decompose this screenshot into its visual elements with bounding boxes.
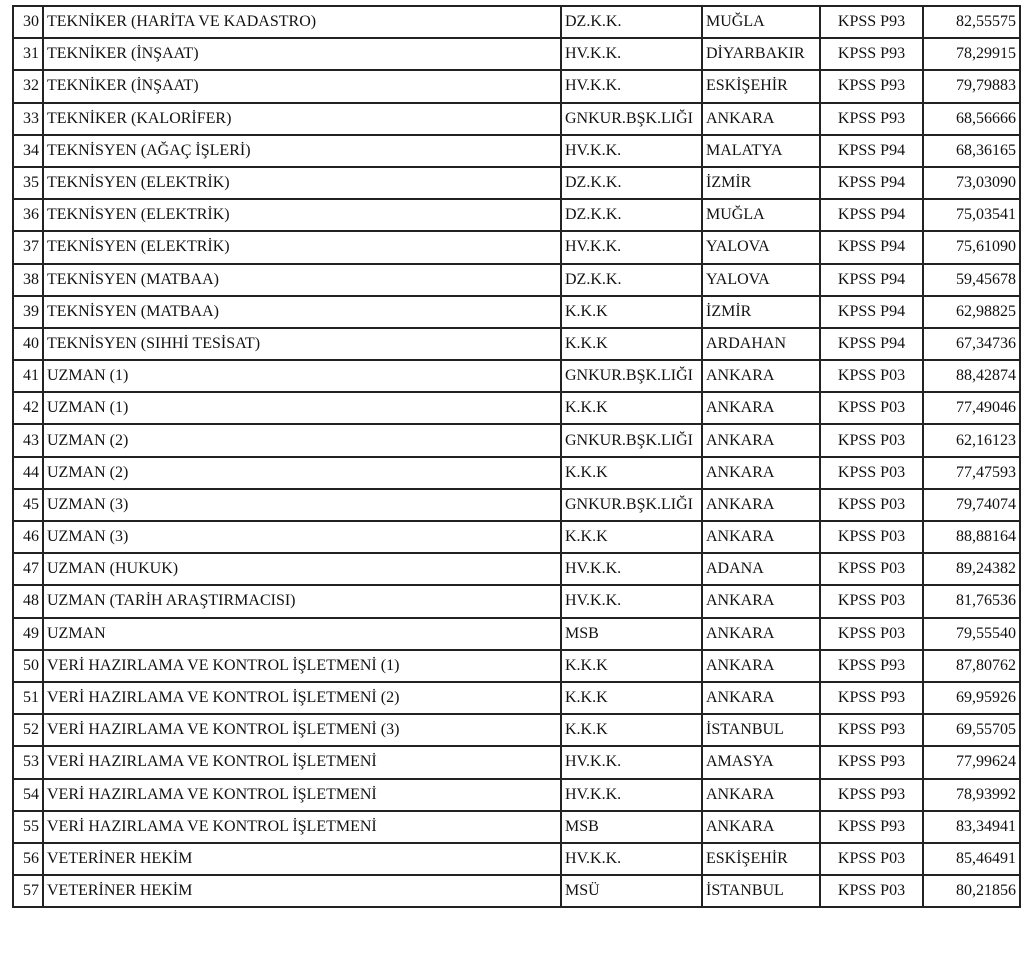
city: İZMİR	[702, 167, 820, 199]
institution: HV.K.K.	[561, 779, 702, 811]
table-row	[13, 199, 1020, 231]
city: İSTANBUL	[702, 714, 820, 746]
table-row	[13, 682, 1020, 714]
row-number: 51	[13, 682, 43, 714]
score: 81,76536	[923, 585, 1020, 617]
institution: DZ.K.K.	[561, 6, 702, 38]
row-number: 34	[13, 135, 43, 167]
kpss-type: KPSS P93	[820, 650, 923, 682]
row-number: 38	[13, 264, 43, 296]
row-number: 50	[13, 650, 43, 682]
kpss-type: KPSS P94	[820, 167, 923, 199]
city: ANKARA	[702, 103, 820, 135]
table-row	[13, 103, 1020, 135]
position-title: UZMAN (HUKUK)	[43, 553, 561, 585]
position-title: TEKNİKER (HARİTA VE KADASTRO)	[43, 6, 561, 38]
table-row	[13, 392, 1020, 424]
row-number: 41	[13, 360, 43, 392]
score: 88,88164	[923, 521, 1020, 553]
kpss-type: KPSS P03	[820, 585, 923, 617]
score: 80,21856	[923, 875, 1020, 907]
institution: HV.K.K.	[561, 843, 702, 875]
table-row	[13, 811, 1020, 843]
table-row	[13, 618, 1020, 650]
city: ESKİŞEHİR	[702, 843, 820, 875]
table-row	[13, 521, 1020, 553]
table-row	[13, 585, 1020, 617]
score: 69,55705	[923, 714, 1020, 746]
position-title: UZMAN (2)	[43, 457, 561, 489]
kpss-type: KPSS P94	[820, 231, 923, 263]
row-number: 31	[13, 38, 43, 70]
institution: MSB	[561, 811, 702, 843]
row-number: 54	[13, 779, 43, 811]
kpss-type: KPSS P03	[820, 843, 923, 875]
kpss-type: KPSS P03	[820, 489, 923, 521]
institution: K.K.K	[561, 296, 702, 328]
score: 62,16123	[923, 424, 1020, 456]
table-row	[13, 296, 1020, 328]
kpss-type: KPSS P93	[820, 38, 923, 70]
kpss-type: KPSS P93	[820, 811, 923, 843]
institution: GNKUR.BŞK.LIĞI	[561, 360, 702, 392]
table-row	[13, 714, 1020, 746]
row-number: 32	[13, 70, 43, 102]
position-title: TEKNİSYEN (AĞAÇ İŞLERİ)	[43, 135, 561, 167]
score: 68,56666	[923, 103, 1020, 135]
position-title: VETERİNER HEKİM	[43, 875, 561, 907]
row-number: 48	[13, 585, 43, 617]
kpss-type: KPSS P93	[820, 70, 923, 102]
position-title: TEKNİSYEN (ELEKTRİK)	[43, 167, 561, 199]
row-number: 56	[13, 843, 43, 875]
score: 78,93992	[923, 779, 1020, 811]
city: İZMİR	[702, 296, 820, 328]
position-title: UZMAN (1)	[43, 392, 561, 424]
position-title: VERİ HAZIRLAMA VE KONTROL İŞLETMENİ	[43, 746, 561, 778]
institution: GNKUR.BŞK.LIĞI	[561, 489, 702, 521]
row-number: 37	[13, 231, 43, 263]
institution: HV.K.K.	[561, 70, 702, 102]
institution: HV.K.K.	[561, 231, 702, 263]
position-title: VERİ HAZIRLAMA VE KONTROL İŞLETMENİ (3)	[43, 714, 561, 746]
kpss-type: KPSS P94	[820, 296, 923, 328]
table-row	[13, 328, 1020, 360]
row-number: 46	[13, 521, 43, 553]
position-title: VERİ HAZIRLAMA VE KONTROL İŞLETMENİ	[43, 779, 561, 811]
position-title: TEKNİKER (KALORİFER)	[43, 103, 561, 135]
score: 69,95926	[923, 682, 1020, 714]
city: MUĞLA	[702, 6, 820, 38]
institution: K.K.K	[561, 328, 702, 360]
institution: DZ.K.K.	[561, 264, 702, 296]
row-number: 33	[13, 103, 43, 135]
position-title: TEKNİSYEN (SIHHİ TESİSAT)	[43, 328, 561, 360]
row-number: 57	[13, 875, 43, 907]
position-title: TEKNİKER (İNŞAAT)	[43, 38, 561, 70]
table-row	[13, 843, 1020, 875]
table-body	[13, 6, 1020, 907]
kpss-type: KPSS P94	[820, 264, 923, 296]
kpss-type: KPSS P93	[820, 6, 923, 38]
city: ANKARA	[702, 521, 820, 553]
row-number: 43	[13, 424, 43, 456]
institution: HV.K.K.	[561, 135, 702, 167]
position-title: TEKNİKER (İNŞAAT)	[43, 70, 561, 102]
position-title: VERİ HAZIRLAMA VE KONTROL İŞLETMENİ (2)	[43, 682, 561, 714]
institution: DZ.K.K.	[561, 167, 702, 199]
city: İSTANBUL	[702, 875, 820, 907]
position-title: VETERİNER HEKİM	[43, 843, 561, 875]
kpss-type: KPSS P94	[820, 199, 923, 231]
city: AMASYA	[702, 746, 820, 778]
score: 79,55540	[923, 618, 1020, 650]
city: ANKARA	[702, 779, 820, 811]
institution: K.K.K	[561, 392, 702, 424]
table-row	[13, 70, 1020, 102]
score: 77,99624	[923, 746, 1020, 778]
score: 89,24382	[923, 553, 1020, 585]
city: ANKARA	[702, 585, 820, 617]
kpss-type: KPSS P93	[820, 103, 923, 135]
table-row	[13, 489, 1020, 521]
kpss-type: KPSS P03	[820, 360, 923, 392]
position-title: TEKNİSYEN (MATBAA)	[43, 296, 561, 328]
table-row	[13, 457, 1020, 489]
kpss-type: KPSS P03	[820, 553, 923, 585]
kpss-type: KPSS P94	[820, 135, 923, 167]
table-row	[13, 167, 1020, 199]
city: ANKARA	[702, 682, 820, 714]
kpss-type: KPSS P03	[820, 424, 923, 456]
institution: K.K.K	[561, 714, 702, 746]
city: ANKARA	[702, 811, 820, 843]
kpss-type: KPSS P94	[820, 328, 923, 360]
city: ANKARA	[702, 489, 820, 521]
score: 77,49046	[923, 392, 1020, 424]
table-row	[13, 424, 1020, 456]
row-number: 42	[13, 392, 43, 424]
row-number: 40	[13, 328, 43, 360]
row-number: 52	[13, 714, 43, 746]
score: 85,46491	[923, 843, 1020, 875]
city: ANKARA	[702, 650, 820, 682]
city: ANKARA	[702, 618, 820, 650]
row-number: 47	[13, 553, 43, 585]
score: 78,29915	[923, 38, 1020, 70]
row-number: 39	[13, 296, 43, 328]
kpss-type: KPSS P03	[820, 875, 923, 907]
table-row	[13, 264, 1020, 296]
institution: HV.K.K.	[561, 553, 702, 585]
score: 75,03541	[923, 199, 1020, 231]
table-row	[13, 875, 1020, 907]
city: YALOVA	[702, 231, 820, 263]
kpss-type: KPSS P93	[820, 779, 923, 811]
table-row	[13, 650, 1020, 682]
kpss-type: KPSS P93	[820, 714, 923, 746]
position-title: UZMAN (3)	[43, 521, 561, 553]
position-title: TEKNİSYEN (MATBAA)	[43, 264, 561, 296]
row-number: 30	[13, 6, 43, 38]
table-row	[13, 231, 1020, 263]
row-number: 53	[13, 746, 43, 778]
score: 83,34941	[923, 811, 1020, 843]
kpss-type: KPSS P03	[820, 392, 923, 424]
table-row	[13, 360, 1020, 392]
city: ANKARA	[702, 424, 820, 456]
score: 73,03090	[923, 167, 1020, 199]
score: 79,79883	[923, 70, 1020, 102]
score: 62,98825	[923, 296, 1020, 328]
position-title: TEKNİSYEN (ELEKTRİK)	[43, 199, 561, 231]
city: DİYARBAKIR	[702, 38, 820, 70]
score: 77,47593	[923, 457, 1020, 489]
position-title: UZMAN (3)	[43, 489, 561, 521]
city: ARDAHAN	[702, 328, 820, 360]
table-row	[13, 746, 1020, 778]
score: 79,74074	[923, 489, 1020, 521]
institution: K.K.K	[561, 650, 702, 682]
city: MALATYA	[702, 135, 820, 167]
city: ANKARA	[702, 360, 820, 392]
row-number: 49	[13, 618, 43, 650]
score: 59,45678	[923, 264, 1020, 296]
row-number: 35	[13, 167, 43, 199]
position-title: VERİ HAZIRLAMA VE KONTROL İŞLETMENİ (1)	[43, 650, 561, 682]
row-number: 44	[13, 457, 43, 489]
position-title: UZMAN (TARİH ARAŞTIRMACISI)	[43, 585, 561, 617]
institution: MSÜ	[561, 875, 702, 907]
kpss-type: KPSS P03	[820, 618, 923, 650]
table-row	[13, 135, 1020, 167]
institution: GNKUR.BŞK.LIĞI	[561, 103, 702, 135]
position-title: UZMAN (1)	[43, 360, 561, 392]
kpss-type: KPSS P03	[820, 521, 923, 553]
city: ADANA	[702, 553, 820, 585]
position-title: UZMAN (2)	[43, 424, 561, 456]
table-row	[13, 553, 1020, 585]
city: YALOVA	[702, 264, 820, 296]
table-row	[13, 38, 1020, 70]
institution: K.K.K	[561, 521, 702, 553]
institution: HV.K.K.	[561, 585, 702, 617]
institution: MSB	[561, 618, 702, 650]
position-title: TEKNİSYEN (ELEKTRİK)	[43, 231, 561, 263]
table-row	[13, 779, 1020, 811]
kpss-type: KPSS P93	[820, 682, 923, 714]
row-number: 55	[13, 811, 43, 843]
position-title: UZMAN	[43, 618, 561, 650]
kpss-results-table	[12, 5, 1021, 908]
institution: DZ.K.K.	[561, 199, 702, 231]
city: ANKARA	[702, 392, 820, 424]
institution: HV.K.K.	[561, 746, 702, 778]
score: 88,42874	[923, 360, 1020, 392]
kpss-type: KPSS P03	[820, 457, 923, 489]
score: 75,61090	[923, 231, 1020, 263]
row-number: 45	[13, 489, 43, 521]
table-row	[13, 6, 1020, 38]
institution: K.K.K	[561, 682, 702, 714]
score: 82,55575	[923, 6, 1020, 38]
institution: HV.K.K.	[561, 38, 702, 70]
institution: GNKUR.BŞK.LIĞI	[561, 424, 702, 456]
score: 67,34736	[923, 328, 1020, 360]
row-number: 36	[13, 199, 43, 231]
kpss-type: KPSS P93	[820, 746, 923, 778]
score: 87,80762	[923, 650, 1020, 682]
position-title: VERİ HAZIRLAMA VE KONTROL İŞLETMENİ	[43, 811, 561, 843]
score: 68,36165	[923, 135, 1020, 167]
city: ESKİŞEHİR	[702, 70, 820, 102]
institution: K.K.K	[561, 457, 702, 489]
city: ANKARA	[702, 457, 820, 489]
city: MUĞLA	[702, 199, 820, 231]
